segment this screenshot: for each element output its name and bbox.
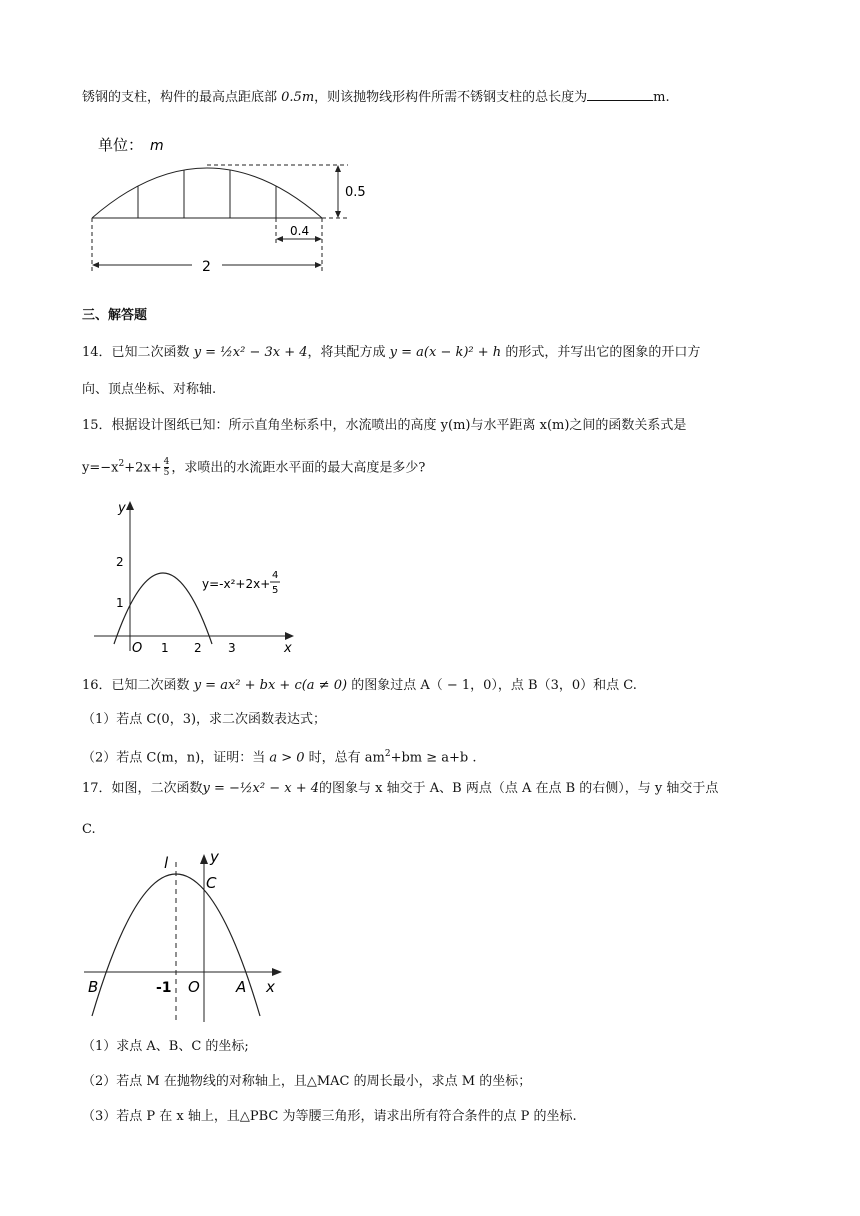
q16-line1: 16．已知二次函数 y = ax² + bx + c(a ≠ 0) 的图象过点 A（ − 1，0），点 B（3，0）和点 C. <box>82 678 637 693</box>
gap-label: 0.4 <box>290 224 310 238</box>
svg-text:3: 3 <box>228 641 236 655</box>
svg-text:O: O <box>188 978 200 996</box>
section-heading: 三、解答题 <box>82 308 148 323</box>
svg-text:y: y <box>210 848 219 866</box>
q17-line2: C. <box>82 822 96 837</box>
q16-part2: （2）若点 C(m，n)，证明：当 a > 0 时，总有 $am^2+bm \ge a+b$ . <box>82 749 477 766</box>
answer-blank <box>587 88 653 101</box>
q17-part3: （3）若点 P 在 x 轴上，且△PBC 为等腰三角形，请求出所有符合条件的点 P 的坐标. <box>82 1109 577 1124</box>
span-label: 2 <box>202 259 211 275</box>
svg-text:2: 2 <box>194 641 202 655</box>
svg-text:y: y <box>118 501 126 516</box>
q16-part1: （1）若点 C(0，3)，求二次函数表达式； <box>82 712 327 727</box>
q14-line1: 14．已知二次函数 y = ½x² − 3x + 4，将其配方成 y = a(x − k)² + h 的形式，并写出它的图象的开口方 <box>82 345 701 360</box>
q13-text: 锈钢的支柱，构件的最高点距底部 0.5m，则该抛物线形构件所需不锈钢支柱的总长度为 m. <box>82 90 670 105</box>
svg-text:2: 2 <box>116 555 124 569</box>
q14-formula2: y = a(x − k)² + h <box>389 345 502 360</box>
svg-text:C: C <box>206 874 217 892</box>
svg-text:4: 4 <box>272 570 279 581</box>
svg-text:A: A <box>236 978 247 996</box>
svg-text:l: l <box>164 854 169 872</box>
q17-line1: 17．如图，二次函数y = −½x² − x + 4的图象与 x 轴交于 A、B 两点（点 A 在点 B 的右侧），与 y 轴交于点 <box>82 781 719 796</box>
svg-text:5: 5 <box>272 585 279 596</box>
q15-figure <box>84 496 304 656</box>
svg-text:x: x <box>266 978 275 996</box>
svg-text:-1: -1 <box>156 980 172 996</box>
height-label: 0.5 <box>345 185 366 200</box>
svg-text:O: O <box>132 641 143 656</box>
svg-text:m: m <box>150 138 164 154</box>
q13-figure <box>80 130 380 280</box>
fig-unit-label: 单位： <box>98 136 144 154</box>
q17-part2: （2）若点 M 在抛物线的对称轴上，且△MAC 的周长最小，求点 M 的坐标； <box>82 1074 532 1089</box>
q17-formula: y = −½x² − x + 4 <box>202 781 320 796</box>
q15-fraction: $\frac{4}{5}$ <box>163 457 170 479</box>
q14-formula1: y = ½x² − 3x + 4 <box>193 345 308 360</box>
q14-line2: 向、顶点坐标、对称轴. <box>82 382 217 397</box>
q17-part1: （1）求点 A、B、C 的坐标; <box>82 1039 249 1054</box>
q15-line2: $y=-x^2+2x+$ $\frac{4}{5}$ ，求喷出的水流距水平面的最大高度是多少? <box>82 457 426 479</box>
q15-curve-label: y=-x²+2x+ <box>202 577 271 591</box>
svg-text:1: 1 <box>161 641 169 655</box>
q15-line1: 15．根据设计图纸已知：所示直角坐标系中，水流喷出的高度 y(m)与水平距离 x(m)之间的函数关系式是 <box>82 418 687 433</box>
svg-text:B: B <box>88 978 99 996</box>
svg-text:x: x <box>284 641 292 656</box>
svg-text:1: 1 <box>116 596 124 610</box>
q17-figure <box>84 846 294 1026</box>
q16-formula: y = ax² + bx + c(a ≠ 0) <box>193 678 348 693</box>
